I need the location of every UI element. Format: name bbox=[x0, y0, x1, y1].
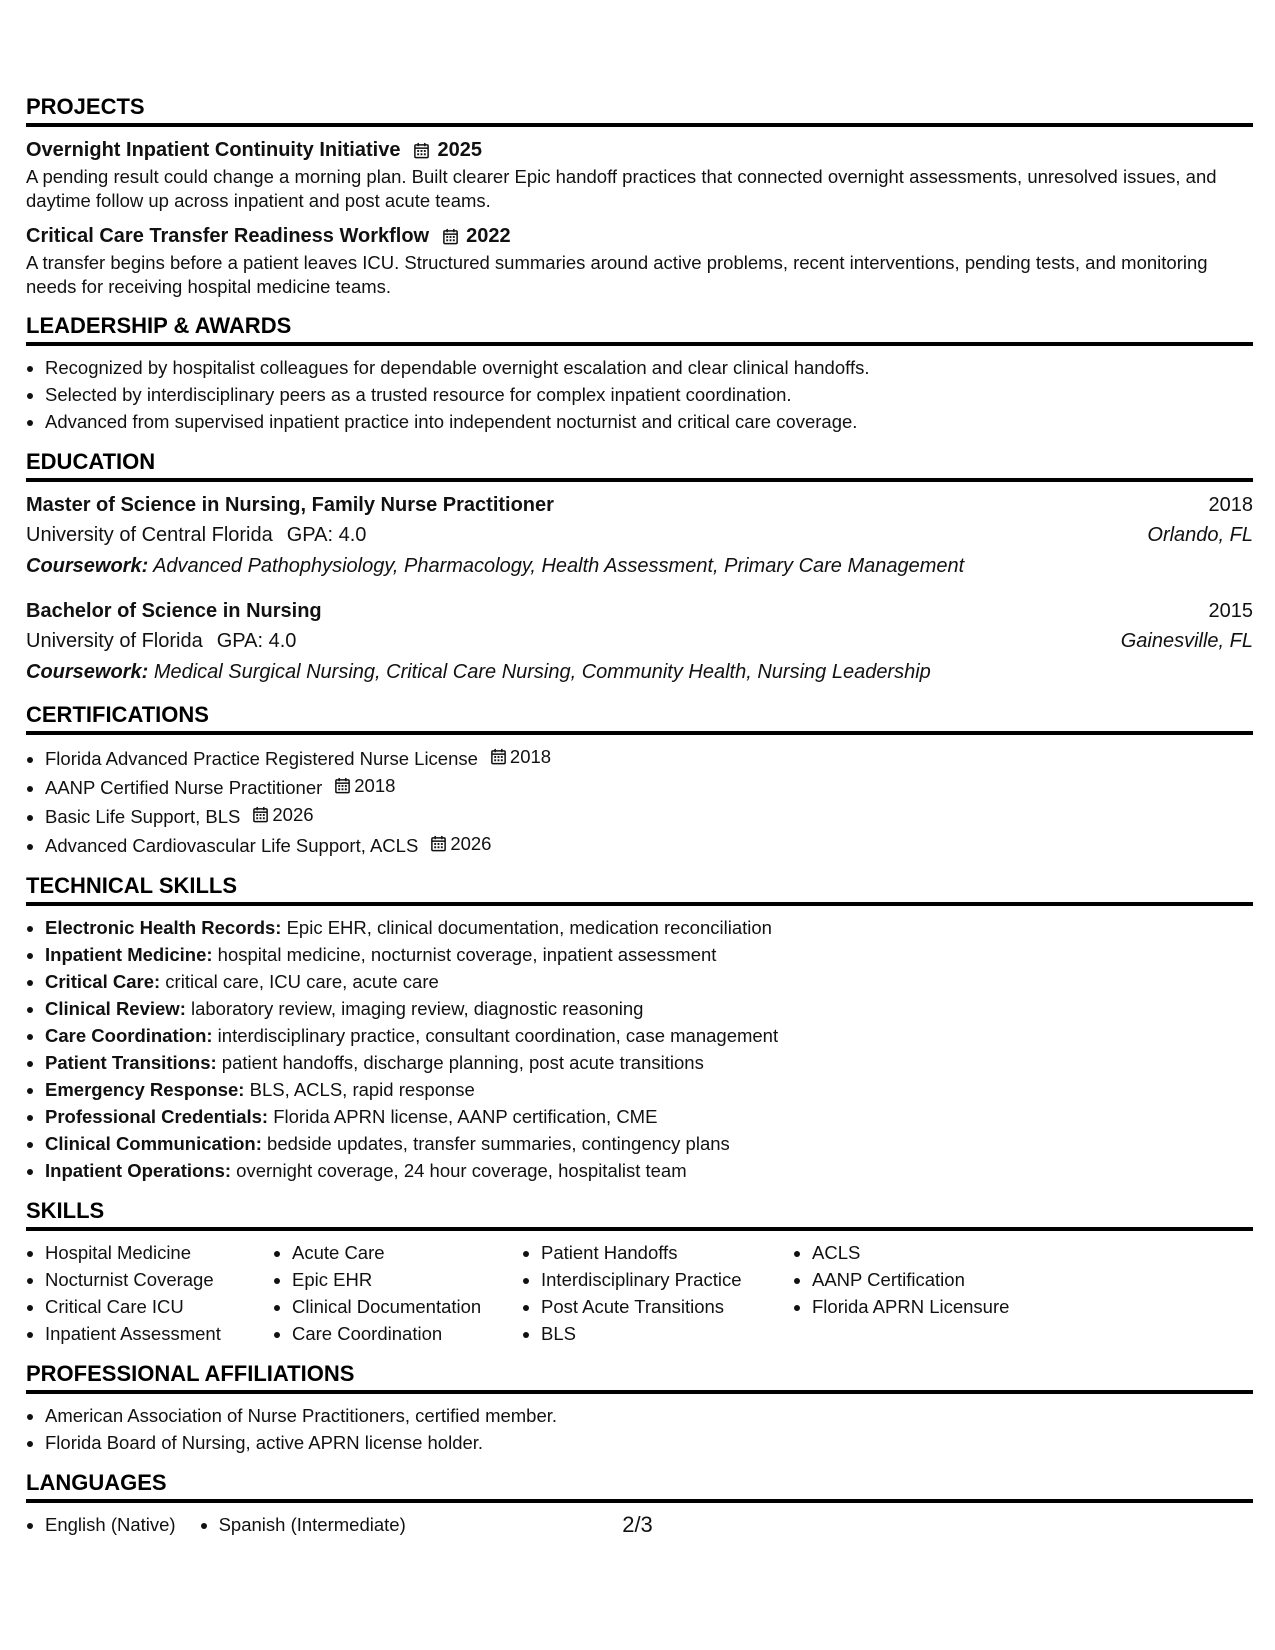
project-item bbox=[26, 223, 1253, 299]
resume-page bbox=[26, 94, 1253, 1538]
certification-year: 2018 bbox=[354, 775, 396, 796]
list-item: • Recognized by hospitalist colleagues for dependable overnight escalation and clear clinical handoffs. bbox=[45, 354, 1253, 381]
section-heading-technical-skills: TECHNICAL SKILLS bbox=[26, 873, 1253, 906]
skill-value: laboratory review, imaging review, diagnostic reasoning bbox=[185, 998, 644, 1019]
calendar-icon bbox=[252, 806, 269, 823]
skills-column bbox=[522, 1239, 793, 1347]
skill-label: Professional Credentials: bbox=[45, 1106, 269, 1127]
skill-tag: • AANP Certification bbox=[812, 1266, 1052, 1293]
skill-label: Inpatient Operations: bbox=[45, 1160, 232, 1181]
project-year: 2025 bbox=[437, 139, 482, 161]
coursework-label: Coursework: bbox=[26, 555, 149, 577]
section-heading-skills: SKILLS bbox=[26, 1198, 1253, 1231]
leadership-section bbox=[26, 313, 1253, 435]
skill-item bbox=[45, 1103, 1253, 1130]
school-name: University of Florida bbox=[26, 630, 203, 652]
certification-year: 2018 bbox=[509, 746, 552, 767]
calendar-icon bbox=[334, 777, 351, 794]
project-description: A transfer begins before a patient leaves ICU. Structured summaries around active problems, recent interventions, pending tests, and monitoring needs for receiving hospital medicine teams. bbox=[26, 252, 1208, 297]
gpa: GPA: 4.0 bbox=[216, 630, 297, 652]
skill-tag: • Clinical Documentation bbox=[292, 1293, 522, 1320]
skill-item bbox=[45, 941, 1253, 968]
skill-item bbox=[45, 1130, 1253, 1157]
calendar-icon bbox=[442, 228, 459, 245]
school-location: Orlando, FL bbox=[1147, 524, 1253, 546]
certification-item bbox=[45, 743, 1253, 772]
coursework-list: Advanced Pathophysiology, Pharmacology, Health Assessment, Primary Care Management bbox=[153, 555, 965, 577]
affiliations-section bbox=[26, 1361, 1253, 1456]
project-year: 2022 bbox=[466, 225, 511, 247]
certifications-section bbox=[26, 702, 1253, 859]
project-description: A pending result could change a morning plan. Built clearer Epic handoff practices that connected overnight assessments, unresolved issues, and daytime follow up across inpatient and post acute teams. bbox=[26, 166, 1217, 211]
gpa: GPA: 4.0 bbox=[286, 524, 367, 546]
skill-value: hospital medicine, nocturnist coverage, inpatient assessment bbox=[212, 944, 717, 965]
skill-tag: • Interdisciplinary Practice bbox=[541, 1266, 793, 1293]
skill-item bbox=[45, 1076, 1253, 1103]
skill-label: Clinical Review: bbox=[45, 998, 186, 1019]
certification-name: Florida Advanced Practice Registered Nurse License bbox=[45, 748, 478, 769]
skills-section bbox=[26, 1198, 1253, 1347]
project-title: Critical Care Transfer Readiness Workflow bbox=[26, 225, 430, 247]
skill-value: Epic EHR, clinical documentation, medication reconciliation bbox=[281, 917, 772, 938]
certification-name: AANP Certified Nurse Practitioner bbox=[45, 777, 323, 798]
skill-tag: • ACLS bbox=[812, 1239, 1052, 1266]
section-heading-certifications: CERTIFICATIONS bbox=[26, 702, 1253, 735]
skill-tag: • Epic EHR bbox=[292, 1266, 522, 1293]
skill-tag: • Critical Care ICU bbox=[45, 1293, 273, 1320]
skill-label: Care Coordination: bbox=[45, 1025, 213, 1046]
skill-label: Emergency Response: bbox=[45, 1079, 245, 1100]
list-item: • American Association of Nurse Practitioners, certified member. bbox=[45, 1402, 1253, 1429]
certification-year: 2026 bbox=[272, 804, 314, 825]
technical-skills-section bbox=[26, 873, 1253, 1184]
projects-section bbox=[26, 94, 1253, 299]
page-number: 2/3 bbox=[622, 1512, 653, 1537]
certification-item bbox=[45, 772, 1253, 801]
list-item: • Florida Board of Nursing, active APRN license holder. bbox=[45, 1429, 1253, 1456]
project-item bbox=[26, 137, 1253, 213]
calendar-icon bbox=[413, 142, 430, 159]
skill-value: BLS, ACLS, rapid response bbox=[244, 1079, 475, 1100]
section-heading-leadership: LEADERSHIP & AWARDS bbox=[26, 313, 1253, 346]
skills-column bbox=[793, 1239, 1052, 1347]
education-entry bbox=[26, 490, 1253, 582]
skill-tag: • Hospital Medicine bbox=[45, 1239, 273, 1266]
skill-tag: • Acute Care bbox=[292, 1239, 522, 1266]
graduation-year: 2018 bbox=[1208, 494, 1253, 516]
certification-item bbox=[45, 830, 1253, 859]
skill-label: Critical Care: bbox=[45, 971, 161, 992]
certification-name: Basic Life Support, BLS bbox=[45, 806, 241, 827]
certification-name: Advanced Cardiovascular Life Support, ACLS bbox=[45, 835, 419, 856]
list-item: • Selected by interdisciplinary peers as a trusted resource for complex inpatient coordination. bbox=[45, 381, 1253, 408]
skill-tag: • Inpatient Assessment bbox=[45, 1320, 273, 1347]
skill-item bbox=[45, 914, 1253, 941]
section-heading-affiliations: PROFESSIONAL AFFILIATIONS bbox=[26, 1361, 1253, 1394]
skill-item bbox=[45, 1049, 1253, 1076]
skill-value: overnight coverage, 24 hour coverage, hospitalist team bbox=[231, 1160, 687, 1181]
skill-tag: • Nocturnist Coverage bbox=[45, 1266, 273, 1293]
skill-item bbox=[45, 995, 1253, 1022]
education-entry bbox=[26, 596, 1253, 688]
calendar-icon bbox=[490, 748, 507, 765]
calendar-icon bbox=[430, 835, 447, 852]
skill-item bbox=[45, 1157, 1253, 1184]
skill-tag: • Florida APRN Licensure bbox=[812, 1293, 1052, 1320]
skill-tag: • Patient Handoffs bbox=[541, 1239, 793, 1266]
list-item: • Advanced from supervised inpatient practice into independent nocturnist and critical care coverage. bbox=[45, 408, 1253, 435]
section-heading-education: EDUCATION bbox=[26, 449, 1253, 482]
skill-tag: • Post Acute Transitions bbox=[541, 1293, 793, 1320]
school-location: Gainesville, FL bbox=[1120, 630, 1253, 652]
skill-label: Electronic Health Records: bbox=[45, 917, 282, 938]
language-item: • Spanish (Intermediate) bbox=[219, 1511, 406, 1538]
skill-label: Patient Transitions: bbox=[45, 1052, 217, 1073]
school-name: University of Central Florida bbox=[26, 524, 273, 546]
degree-title: Master of Science in Nursing, Family Nurse Practitioner bbox=[26, 494, 554, 516]
coursework bbox=[26, 550, 1253, 582]
skill-item bbox=[45, 1022, 1253, 1049]
skill-value: Florida APRN license, AANP certification, CME bbox=[268, 1106, 658, 1127]
skill-tag: • BLS bbox=[541, 1320, 793, 1347]
project-title: Overnight Inpatient Continuity Initiative bbox=[26, 139, 401, 161]
coursework bbox=[26, 656, 1253, 688]
skills-grid bbox=[26, 1239, 1253, 1347]
coursework-list: Medical Surgical Nursing, Critical Care Nursing, Community Health, Nursing Leadership bbox=[153, 661, 931, 683]
skill-value: patient handoffs, discharge planning, post acute transitions bbox=[216, 1052, 704, 1073]
education-section bbox=[26, 449, 1253, 688]
section-heading-languages: LANGUAGES bbox=[26, 1470, 1253, 1503]
graduation-year: 2015 bbox=[1208, 600, 1253, 622]
certification-item bbox=[45, 801, 1253, 830]
certification-year: 2026 bbox=[450, 833, 492, 854]
degree-title: Bachelor of Science in Nursing bbox=[26, 600, 322, 622]
skill-value: bedside updates, transfer summaries, contingency plans bbox=[261, 1133, 730, 1154]
section-heading-projects: PROJECTS bbox=[26, 94, 1253, 127]
skills-column bbox=[273, 1239, 522, 1347]
skill-label: Clinical Communication: bbox=[45, 1133, 262, 1154]
skill-item bbox=[45, 968, 1253, 995]
skill-tag: • Care Coordination bbox=[292, 1320, 522, 1347]
skill-label: Inpatient Medicine: bbox=[45, 944, 213, 965]
language-item: • English (Native) bbox=[45, 1511, 176, 1538]
skill-value: interdisciplinary practice, consultant coordination, case management bbox=[212, 1025, 779, 1046]
skill-value: critical care, ICU care, acute care bbox=[160, 971, 439, 992]
coursework-label: Coursework: bbox=[26, 661, 149, 683]
skills-column bbox=[26, 1239, 273, 1347]
